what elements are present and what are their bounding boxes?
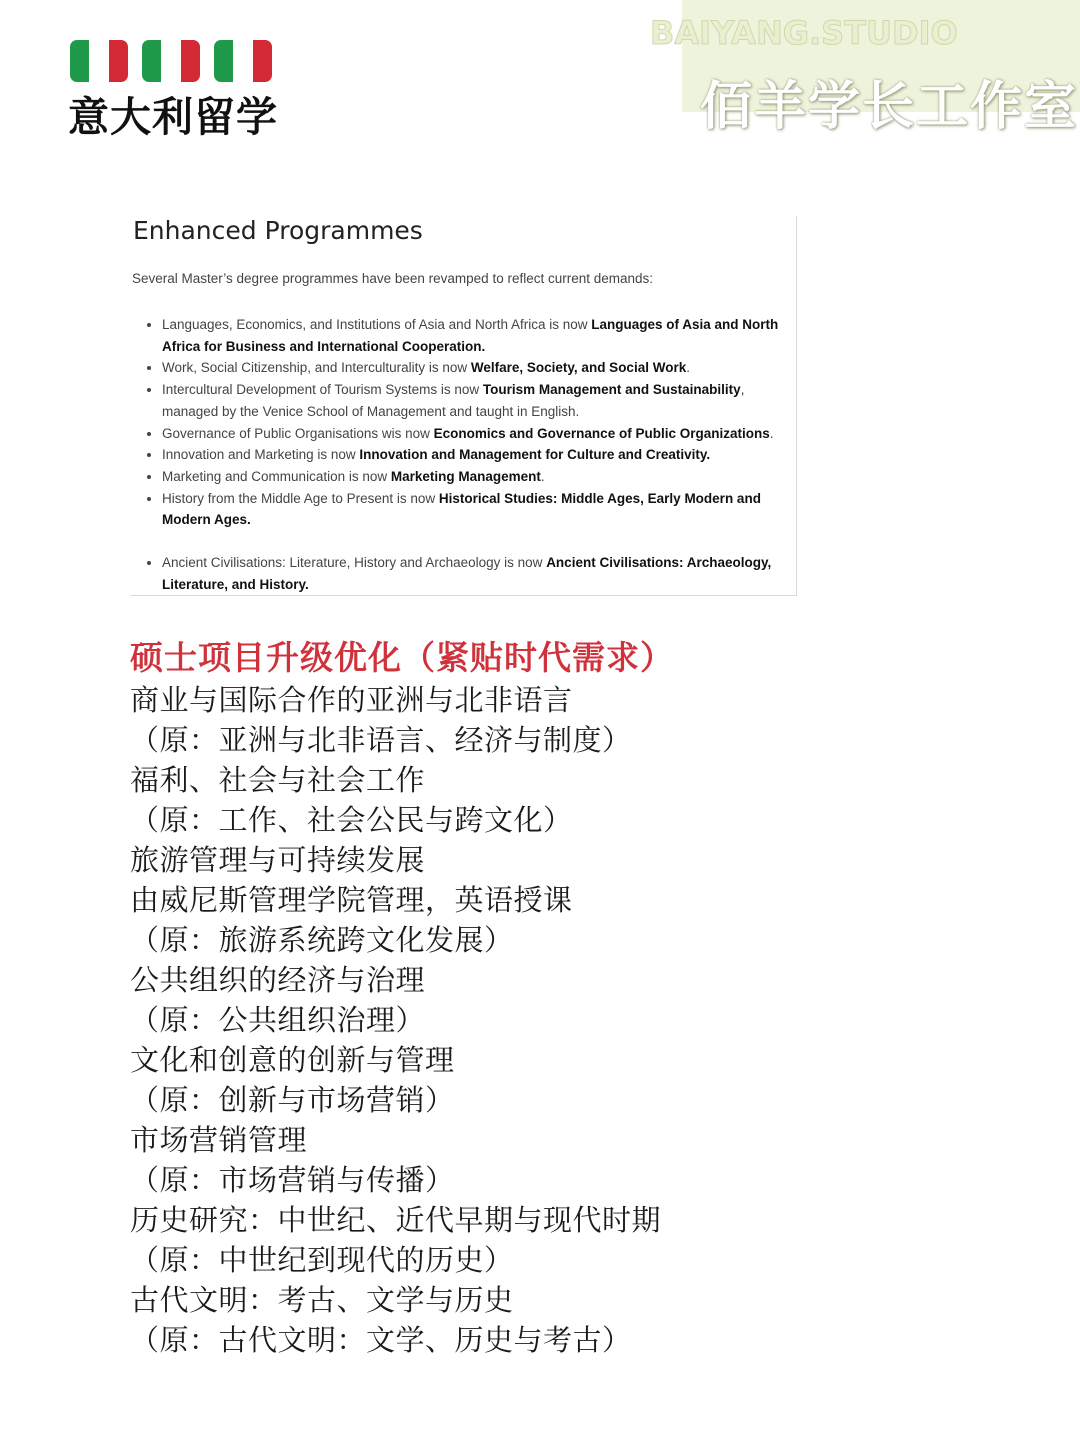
cn-line: （原：旅游系统跨文化发展） [130, 923, 514, 957]
italy-flags [70, 40, 272, 82]
card-title: Enhanced Programmes [133, 216, 423, 245]
cn-line: 公共组织的经济与治理 [130, 963, 426, 997]
cn-line: 福利、社会与社会工作 [130, 763, 426, 797]
cn-line: （原：工作、社会公民与跨文化） [130, 803, 573, 837]
cn-line: 旅游管理与可持续发展 [130, 843, 426, 877]
cn-line: 历史研究：中世纪、近代早期与现代时期 [130, 1203, 662, 1237]
cn-line: （原：中世纪到现代的历史） [130, 1243, 514, 1277]
list-item: Work, Social Citizenship, and Interculturality is now Welfare, Society, and Social Work. [145, 357, 795, 379]
programmes-card [130, 216, 797, 596]
cn-line: 古代文明：考古、文学与历史 [130, 1283, 514, 1317]
watermark-cn: 佰羊学长工作室 [700, 77, 1079, 137]
italy-flag-icon [70, 40, 128, 82]
list-item: Intercultural Development of Tourism Systems is now Tourism Management and Sustainability, managed by the Venice School of Management and taught in English. [145, 379, 795, 422]
cn-line: 商业与国际合作的亚洲与北非语言 [130, 683, 573, 717]
cn-heading: 硕士项目升级优化（紧贴时代需求） [130, 638, 674, 677]
cn-line: 由威尼斯管理学院管理，英语授课 [130, 883, 573, 917]
cn-line: 文化和创意的创新与管理 [130, 1043, 455, 1077]
watermark-en: BAIYANG.STUDIO [650, 14, 958, 52]
cn-line: （原：创新与市场营销） [130, 1083, 455, 1117]
cn-programme-lines [130, 680, 1030, 1360]
list-item: Governance of Public Organisations wis now Economics and Governance of Public Organizations. [145, 423, 795, 445]
list-item: Marketing and Communication is now Marketing Management. [145, 466, 795, 488]
italy-flag-icon [214, 40, 272, 82]
cn-line: （原：市场营销与传播） [130, 1163, 455, 1197]
list-item: History from the Middle Age to Present is now Historical Studies: Middle Ages, Early Modern and Modern Ages. [145, 488, 795, 531]
list-item: Ancient Civilisations: Literature, History and Archaeology is now Ancient Civilisations: Archaeology, Literature, and History. [145, 552, 795, 595]
cn-line: （原：亚洲与北非语言、经济与制度） [130, 723, 632, 757]
italy-flag-icon [142, 40, 200, 82]
cn-line: （原：古代文明：文学、历史与考古） [130, 1323, 632, 1357]
programme-list [145, 314, 795, 595]
brand-title: 意大利留学 [68, 93, 278, 141]
list-item: Innovation and Marketing is now Innovation and Management for Culture and Creativity. [145, 444, 795, 466]
list-item: Languages, Economics, and Institutions of Asia and North Africa is now Languages of Asia and North Africa for Business and International Cooperation. [145, 314, 795, 357]
cn-line: （原：公共组织治理） [130, 1003, 426, 1037]
card-intro: Several Master’s degree programmes have been revamped to reflect current demands: [132, 271, 654, 286]
cn-line: 市场营销管理 [130, 1123, 308, 1157]
